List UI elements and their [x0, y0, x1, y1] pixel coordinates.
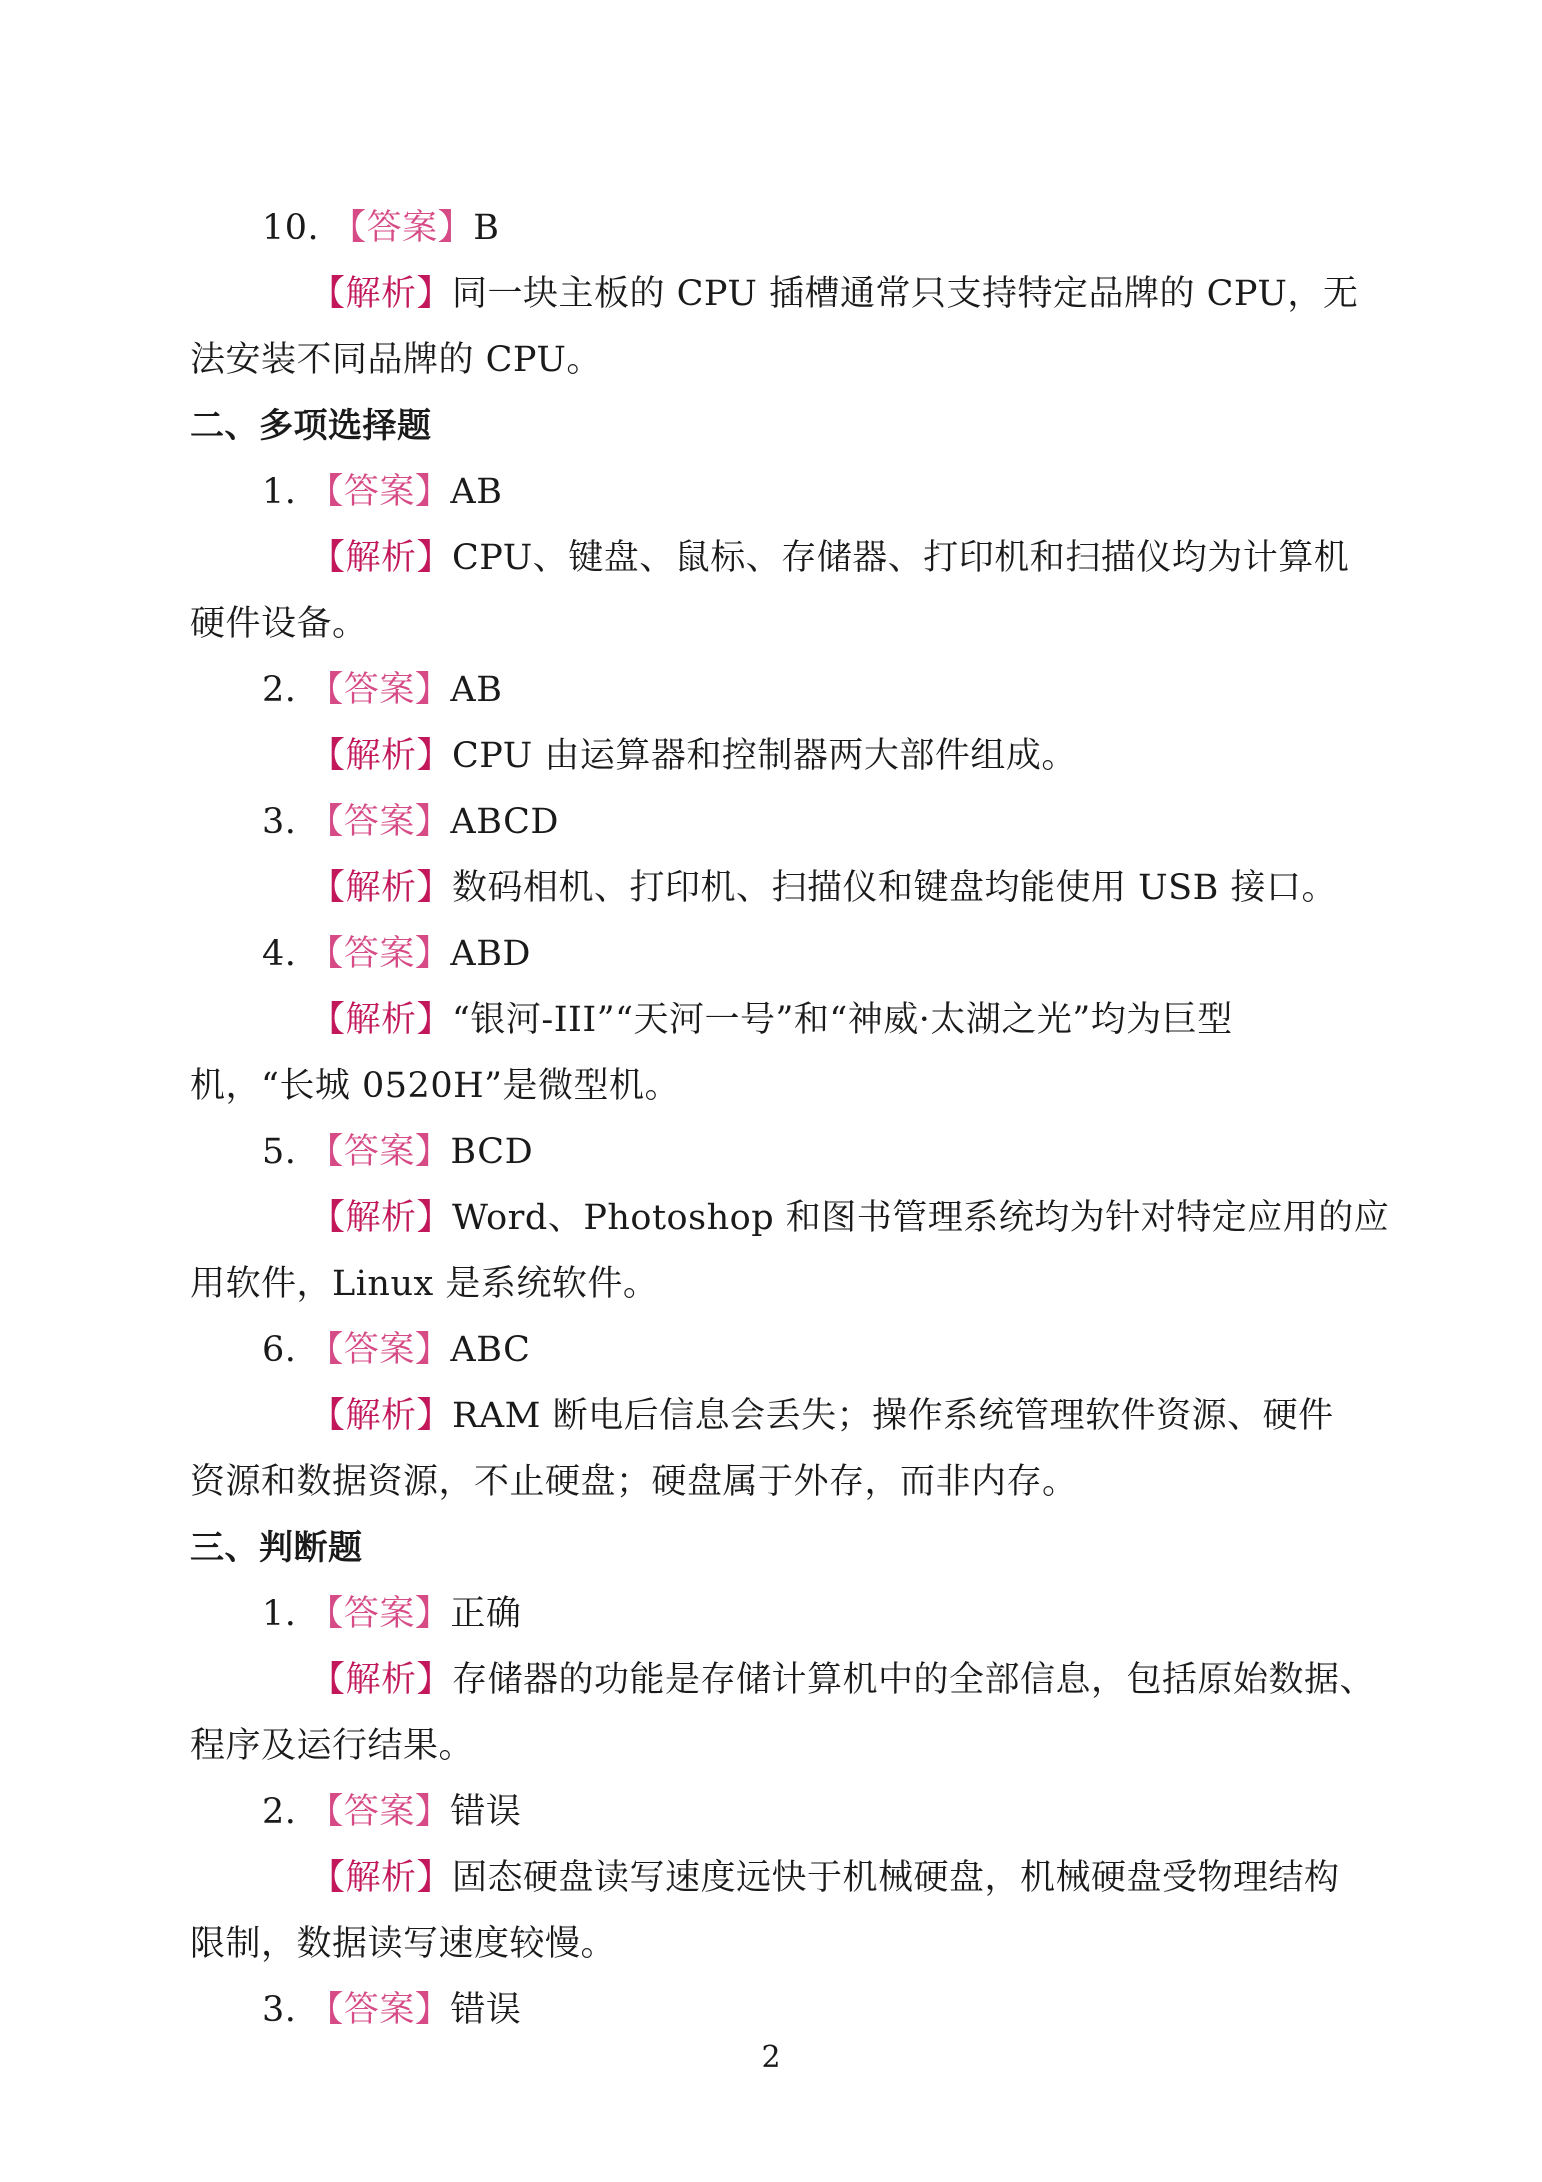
mc3-explain-line-1 — [310, 866, 1480, 910]
answer-value: B — [473, 208, 500, 248]
explain-text: Word、Photoshop 和图书管理系统均为针对特定应用的应 — [452, 1198, 1390, 1238]
mc6-answer-line — [262, 1328, 1432, 1372]
tf2-explain-line-2: 限制，数据读写速度较慢。 — [190, 1924, 617, 1964]
tf1-answer-line — [262, 1592, 1432, 1636]
question-number: 1. — [262, 472, 297, 512]
answer-value: AB — [450, 670, 503, 710]
question-number: 1. — [262, 1594, 297, 1634]
explain-label: 【解析】 — [310, 1000, 453, 1040]
mc5-explain-line-1 — [310, 1196, 1480, 1240]
explain-text: 数码相机、打印机、扫描仪和键盘均能使用 USB 接口。 — [452, 868, 1337, 908]
explain-label: 【解析】 — [310, 1660, 453, 1700]
answer-value: 错误 — [450, 1792, 522, 1832]
explain-text: RAM 断电后信息会丢失；操作系统管理软件资源、硬件 — [452, 1396, 1334, 1436]
q10-explain-line-2: 法安装不同品牌的 CPU。 — [190, 340, 602, 380]
mc3-answer-line — [262, 800, 1432, 844]
tf3-answer-line — [262, 1988, 1432, 2032]
explain-label: 【解析】 — [310, 538, 453, 578]
answer-label: 【答案】 — [308, 1132, 451, 1172]
mc4-answer-line — [262, 932, 1432, 976]
explain-label: 【解析】 — [310, 1396, 453, 1436]
answer-label: 【答案】 — [308, 1990, 451, 2030]
explain-label: 【解析】 — [310, 274, 453, 314]
explain-label: 【解析】 — [310, 1858, 453, 1898]
mc6-explain-line-2: 资源和数据资源，不止硬盘；硬盘属于外存，而非内存。 — [190, 1462, 1078, 1502]
tf2-explain-line-1 — [310, 1856, 1480, 1900]
explain-label: 【解析】 — [310, 868, 453, 908]
explain-text: 存储器的功能是存储计算机中的全部信息，包括原始数据、 — [452, 1660, 1376, 1700]
mc6-explain-line-1 — [310, 1394, 1480, 1438]
tf1-explain-line-1 — [310, 1658, 1480, 1702]
question-number: 3. — [262, 1990, 297, 2030]
explain-text: 固态硬盘读写速度远快于机械硬盘，机械硬盘受物理结构 — [452, 1858, 1340, 1898]
question-number: 2. — [262, 670, 297, 710]
answer-label: 【答案】 — [308, 1792, 451, 1832]
answer-label: 【答案】 — [331, 208, 474, 248]
question-number: 10. — [262, 208, 320, 248]
question-number: 2. — [262, 1792, 297, 1832]
mc1-answer-line — [262, 470, 1432, 514]
explain-label: 【解析】 — [310, 1198, 453, 1238]
q10-explain-line-1 — [310, 272, 1480, 316]
section-heading-true-false: 三、判断题 — [190, 1528, 363, 1568]
mc2-answer-line — [262, 668, 1432, 712]
answer-value: ABD — [450, 934, 531, 974]
mc4-explain-line-2: 机，“长城 0520H”是微型机。 — [190, 1066, 681, 1106]
mc2-explain-line-1 — [310, 734, 1480, 778]
q10-answer-line — [262, 206, 1432, 250]
tf1-explain-line-2: 程序及运行结果。 — [190, 1726, 475, 1766]
answer-value: AB — [450, 472, 503, 512]
answer-label: 【答案】 — [308, 670, 451, 710]
tf2-answer-line — [262, 1790, 1432, 1834]
answer-label: 【答案】 — [308, 934, 451, 974]
question-number: 6. — [262, 1330, 297, 1370]
answer-label: 【答案】 — [308, 472, 451, 512]
mc4-explain-line-1 — [310, 998, 1480, 1042]
mc5-answer-line — [262, 1130, 1432, 1174]
answer-value: ABC — [450, 1330, 531, 1370]
answer-value: BCD — [450, 1132, 534, 1172]
answer-value: ABCD — [450, 802, 559, 842]
answer-label: 【答案】 — [308, 1594, 451, 1634]
explain-text: CPU、键盘、鼠标、存储器、打印机和扫描仪均为计算机 — [452, 538, 1350, 578]
question-number: 4. — [262, 934, 297, 974]
mc5-explain-line-2: 用软件，Linux 是系统软件。 — [190, 1264, 659, 1304]
question-number: 3. — [262, 802, 297, 842]
page-number: 2 — [761, 2040, 781, 2075]
answer-label: 【答案】 — [308, 802, 451, 842]
mc1-explain-line-1 — [310, 536, 1480, 580]
answer-label: 【答案】 — [308, 1330, 451, 1370]
explain-text: CPU 由运算器和控制器两大部件组成。 — [452, 736, 1077, 776]
explain-text: 同一块主板的 CPU 插槽通常只支持特定品牌的 CPU，无 — [452, 274, 1359, 314]
question-number: 5. — [262, 1132, 297, 1172]
explain-text: “银河-III”“天河一号”和“神威·太湖之光”均为巨型 — [452, 1000, 1233, 1040]
explain-label: 【解析】 — [310, 736, 453, 776]
answer-value: 正确 — [450, 1594, 522, 1634]
mc1-explain-line-2: 硬件设备。 — [190, 604, 368, 644]
section-heading-multiple-choice: 二、多项选择题 — [190, 406, 432, 446]
answer-value: 错误 — [450, 1990, 522, 2030]
